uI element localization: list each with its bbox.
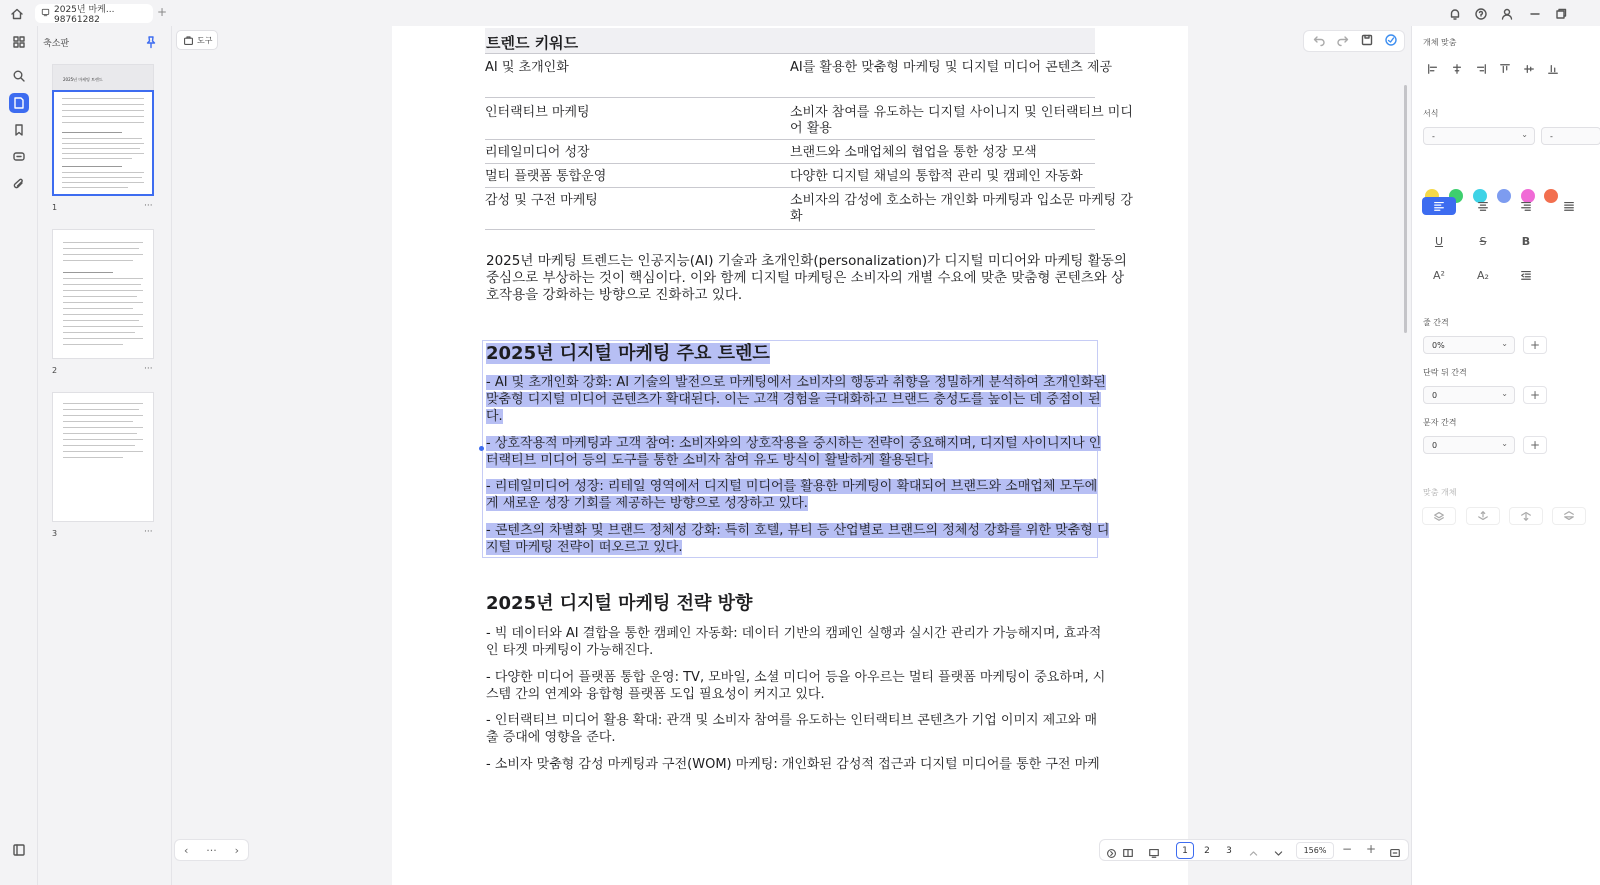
minimize-icon[interactable]: [1528, 6, 1542, 25]
section2-line[interactable]: 출 증대에 영향을 준다.: [486, 730, 616, 745]
prev-page-button[interactable]: ‹: [183, 843, 189, 857]
thumbnail-more-button[interactable]: ···: [144, 201, 153, 211]
section1-line[interactable]: - 상호작용적 마케팅과 고객 참여: 소비자와의 상호작용을 중시하는 전략이 중요해지며, 디지털 사이니지나 인: [486, 436, 1102, 451]
text-justify-button[interactable]: [1552, 197, 1586, 215]
table-cell-desc: 다양한 디지털 채널의 통합적 관리 및 캠페인 자동화: [790, 169, 1083, 184]
table-row: [485, 54, 1113, 98]
home-icon[interactable]: [10, 6, 24, 25]
font-size-select[interactable]: [1541, 127, 1600, 145]
arrange-label: 맞춤 개체: [1423, 488, 1457, 497]
section1-line[interactable]: 맞춤형 디지털 미디어 콘텐츠가 확대된다. 이는 고객 경험을 극대화하고 브랜드 충성도를 높이는 데 중점이 된: [486, 392, 1101, 407]
superscript-button[interactable]: A²: [1433, 268, 1445, 282]
intro-line[interactable]: 2025년 마케팅 트렌드는 인공지능(AI) 기술과 초개인화(personalization)가 디지털 미디어와 마케팅 활동의: [486, 253, 1127, 269]
document-tab-icon: [41, 8, 50, 20]
table-cell-desc-cont: 어 활용: [790, 121, 832, 136]
paragraph-spacing-select[interactable]: [1423, 386, 1515, 404]
page-button-1[interactable]: 1: [1176, 842, 1194, 859]
section2-title[interactable]: 2025년 디지털 마케팅 전략 방향: [486, 593, 753, 614]
title-bar: [0, 0, 1600, 26]
thumbnail-panel-title: 축소판: [43, 39, 70, 49]
paragraph-spacing-value: 0: [1432, 390, 1438, 400]
table-cell-keyword: 인터랙티브 마케팅: [485, 105, 590, 120]
thumbnail-page-1[interactable]: [52, 90, 154, 196]
font-size-value: -: [1550, 131, 1553, 141]
table-cell-desc: 소비자의 감성에 호소하는 개인화 마케팅과 입소문 마케팅 강: [790, 193, 1133, 208]
fit-page-icon[interactable]: [1389, 844, 1401, 863]
page-nav-bar: [174, 839, 249, 861]
apps-grid-icon[interactable]: [9, 32, 29, 52]
section2-line[interactable]: - 빅 데이터와 AI 결합을 통한 캠페인 자동화: 데이터 기반의 캠페인 실행과 실시간 관리가 가능해지며, 효과적: [486, 626, 1102, 641]
section1-line[interactable]: 터랙티브 미디어 등의 도구를 통한 소비자 참여 유도 방식이 활발하게 활용된다.: [486, 453, 934, 468]
table-header-keyword: 트렌드 키워드: [486, 34, 579, 52]
char-spacing-label: 문자 간격: [1423, 418, 1457, 427]
char-spacing-select[interactable]: [1423, 436, 1515, 454]
send-back-button[interactable]: [1552, 507, 1586, 525]
document-tab-title: 2025년 마케... 98761282: [54, 5, 115, 25]
text-align-right-button[interactable]: [1509, 197, 1543, 215]
bookmark-icon[interactable]: [9, 120, 29, 140]
section1-line[interactable]: 게 새로운 성장 기회를 제공하는 방향으로 성장하고 있다.: [486, 496, 808, 511]
char-spacing-plus-button[interactable]: +: [1523, 436, 1547, 454]
table-cell-desc: AI를 활용한 맞춤형 마케팅 및 디지털 미디어 콘텐츠 제공: [790, 60, 1113, 75]
section2-line[interactable]: - 소비자 맞춤형 감성 마케팅과 구전(WOM) 마케팅: 개인화된 감성적 접근과 디지털 미디어를 통한 구전 마케: [486, 757, 1100, 772]
text-align-center-button[interactable]: [1466, 197, 1500, 215]
line-spacing-label: 줄 간격: [1423, 318, 1449, 327]
ai-assistant-icon[interactable]: [1384, 32, 1398, 51]
line-spacing-value: 0%: [1432, 340, 1445, 350]
redo-icon[interactable]: [1336, 32, 1350, 51]
thumbnail-page-number: 1: [52, 203, 58, 212]
account-icon[interactable]: [1500, 6, 1514, 25]
search-icon[interactable]: [9, 66, 29, 86]
page-button-3[interactable]: 3: [1226, 845, 1232, 856]
page-button-2[interactable]: 2: [1204, 845, 1210, 856]
properties-panel: [1411, 26, 1600, 885]
text-align-left-button[interactable]: [1422, 197, 1456, 215]
presentation-icon[interactable]: [1148, 844, 1160, 863]
align-top-icon[interactable]: [1499, 60, 1511, 79]
strikethrough-button[interactable]: S: [1479, 234, 1487, 248]
thumbnail-page-2[interactable]: [52, 229, 154, 359]
align-center-h-icon[interactable]: [1451, 60, 1463, 79]
chevron-down-icon: ⌄: [1521, 130, 1528, 139]
zoom-in-button[interactable]: +: [1366, 842, 1377, 856]
chevron-down-icon: ⌄: [1501, 339, 1508, 348]
table-cell-desc: 소비자 참여를 유도하는 디지털 사이니지 및 인터랙티브 미디: [790, 105, 1133, 120]
send-backward-button[interactable]: [1509, 507, 1543, 525]
scroll-up-icon[interactable]: [1248, 844, 1259, 863]
table-cell-desc-cont: 화: [790, 209, 803, 224]
section2-line[interactable]: - 인터랙티브 미디어 활용 확대: 관객 및 소비자 참여를 유도하는 인터랙티브 콘텐츠가 기업 이미지 제고와 매: [486, 713, 1098, 728]
section1-line[interactable]: 지털 마케팅 전략이 떠오르고 있다.: [486, 540, 683, 555]
section1-line[interactable]: 다.: [486, 409, 503, 424]
table-row: [485, 188, 1133, 230]
section1-line[interactable]: - 리테일미디어 성장: 리테일 영역에서 디지털 미디어를 활용한 마케팅이 확대되어 브랜드와 소매업체 모두에: [486, 479, 1098, 494]
new-tab-button[interactable]: +: [157, 5, 168, 19]
align-right-icon[interactable]: [1475, 60, 1487, 79]
table-cell-keyword: 멀티 플랫폼 통합운영: [485, 169, 607, 184]
intro-line[interactable]: 호작용을 강화하는 방향으로 진화하고 있다.: [486, 287, 743, 303]
section2-line[interactable]: 스템 간의 연계와 융합형 플랫폼 도입 필요성이 커지고 있다.: [486, 687, 825, 702]
font-family-select[interactable]: [1423, 127, 1535, 145]
vertical-scrollbar[interactable]: [1404, 85, 1407, 333]
help-icon[interactable]: [1474, 6, 1488, 25]
tools-button[interactable]: [176, 30, 218, 50]
thumbnail-more-button[interactable]: ···: [144, 364, 153, 374]
thumbnail-page-3[interactable]: [52, 392, 154, 522]
bring-forward-button[interactable]: [1466, 507, 1500, 525]
resize-handle-left[interactable]: [479, 446, 484, 451]
save-icon[interactable]: [1360, 32, 1374, 51]
bold-button[interactable]: B: [1521, 234, 1531, 248]
scroll-down-icon[interactable]: [1273, 844, 1284, 863]
left-tool-rail: [0, 26, 38, 885]
view-controls-bar: [1099, 839, 1409, 861]
collapse-icon[interactable]: [1106, 844, 1117, 863]
thumbnail-page-number: 3: [52, 529, 58, 538]
zoom-level-select[interactable]: 156%: [1296, 842, 1334, 859]
next-page-button[interactable]: ›: [234, 843, 240, 857]
style-label: 서식: [1423, 109, 1439, 118]
table-cell-desc: 브랜드와 소매업체의 협업을 통한 성장 모색: [790, 145, 1037, 160]
panel-settings-icon[interactable]: [9, 840, 29, 860]
section1-line[interactable]: - 콘텐츠의 차별화 및 브랜드 정체성 강화: 특히 호텔, 뷰티 등 산업별로 브랜드의 정체성 강화를 위한 맞춤형 디: [486, 523, 1110, 538]
edit-history-bar: [1303, 30, 1405, 52]
table-cell-keyword: AI 및 초개인화: [485, 60, 569, 75]
toolbox-icon: [183, 31, 194, 50]
notification-bell-icon[interactable]: [1448, 6, 1462, 25]
paragraph-spacing-label: 단락 뒤 간격: [1423, 368, 1467, 377]
section1-line[interactable]: - AI 및 초개인화 강화: AI 기술의 발전으로 마케팅에서 소비자의 행동과 취향을 정밀하게 분석하여 초개인화된: [486, 375, 1106, 390]
reading-mode-icon[interactable]: [1122, 844, 1134, 863]
thumbnail-panel: [38, 26, 172, 885]
line-spacing-plus-button[interactable]: +: [1523, 336, 1547, 354]
intro-line[interactable]: 중심으로 부상하는 것이 핵심이다. 이와 함께 디지털 마케팅은 소비자의 개별 수요에 맞춘 맞춤형 콘텐츠와 상: [486, 270, 1125, 286]
table-cell-keyword: 리테일미디어 성장: [485, 145, 590, 160]
zoom-out-button[interactable]: −: [1342, 842, 1353, 856]
section2-line[interactable]: - 다양한 미디어 플랫폼 통합 운영: TV, 모바일, 소셜 미디어 등을 아우르는 멀티 플랫폼 마케팅이 중요하며, 시: [486, 670, 1106, 685]
section1-title[interactable]: 2025년 디지털 마케팅 주요 트렌드: [486, 343, 770, 364]
align-label: 개체 맞춤: [1423, 38, 1457, 47]
outdent-button[interactable]: [1509, 266, 1543, 284]
undo-icon[interactable]: [1312, 32, 1326, 51]
chevron-down-icon: ⌄: [1501, 389, 1508, 398]
document-tab[interactable]: [35, 4, 153, 23]
bring-front-button[interactable]: [1422, 507, 1456, 525]
tools-label: 도구: [197, 35, 213, 45]
table-header-row: [485, 28, 1095, 54]
table-row: [485, 98, 1133, 140]
section2-line[interactable]: 인 타겟 마케팅이 가능해진다.: [486, 643, 654, 658]
page-thumbnails-icon[interactable]: [9, 93, 29, 113]
page-nav-more[interactable]: ···: [206, 843, 217, 857]
table-row: [485, 140, 1095, 164]
pin-icon[interactable]: [144, 34, 158, 53]
thumbnail-more-button[interactable]: ···: [144, 527, 153, 537]
line-spacing-select[interactable]: [1423, 336, 1515, 354]
subscript-button[interactable]: A₂: [1477, 268, 1489, 282]
attachment-icon[interactable]: [9, 174, 29, 194]
align-middle-icon[interactable]: [1523, 60, 1535, 79]
restore-icon[interactable]: [1554, 6, 1568, 25]
font-family-value: -: [1432, 131, 1435, 141]
thumbnail-page-number: 2: [52, 366, 58, 375]
thumbnail-1-title: 2025년 마케팅 트렌드: [63, 77, 103, 82]
paragraph-spacing-plus-button[interactable]: +: [1523, 386, 1547, 404]
underline-button[interactable]: U: [1434, 234, 1444, 248]
align-left-icon[interactable]: [1427, 60, 1439, 79]
table-row: [485, 164, 1095, 188]
align-bottom-icon[interactable]: [1547, 60, 1559, 79]
chevron-down-icon: ⌄: [1501, 439, 1508, 448]
comments-icon[interactable]: [9, 147, 29, 167]
char-spacing-value: 0: [1432, 440, 1438, 450]
table-cell-keyword: 감성 및 구전 마케팅: [485, 193, 598, 208]
